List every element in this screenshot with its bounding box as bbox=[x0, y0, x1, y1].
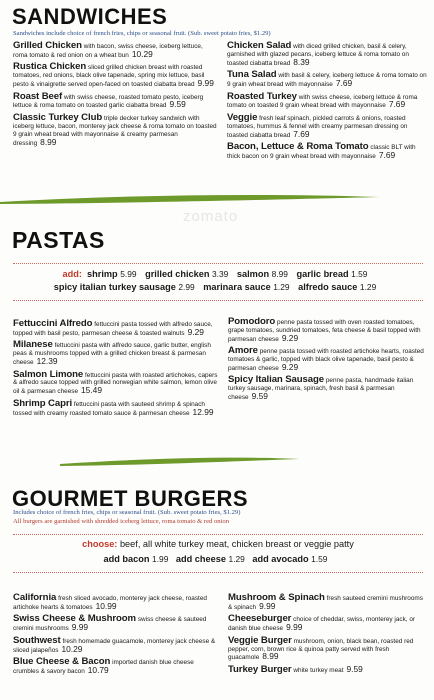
item-desc: fettuccini pasta with sauteed shrimp & spinach tossed with creamy roasted tomato sauce & parmesan cheese bbox=[13, 400, 205, 417]
watermark: zomato bbox=[183, 208, 239, 225]
item-desc: fettuccini pasta with alfredo sauce, garlic butter, english peas & mushrooms topped with a grilled chicken breast & parmesan cheese bbox=[13, 342, 211, 367]
burgers-note-1: Includes choice of french fries, chips or seasonal fruit. (Sub. sweet potato fries, $1.29) bbox=[13, 509, 241, 516]
item-name: Shrimp Capri bbox=[13, 397, 73, 409]
item-name: Amore bbox=[228, 345, 258, 357]
item-price: 7.69 bbox=[388, 99, 406, 110]
item-price: 9.59 bbox=[346, 663, 363, 674]
addon-price: 1.59 bbox=[311, 554, 328, 564]
item-price: 10.79 bbox=[87, 664, 109, 675]
addons-row bbox=[13, 553, 423, 566]
green-swoosh-divider bbox=[0, 193, 434, 207]
menu-item bbox=[13, 615, 219, 633]
menu-item bbox=[13, 42, 217, 60]
menu-item bbox=[13, 341, 219, 367]
pasta-addons bbox=[13, 268, 423, 294]
item-desc: with diced grilled chicken, basil & celery, garnished with glazed pecans, iceberg lettuce & roma tomato on toasted ciabatta bread bbox=[227, 43, 409, 67]
add-label: add: bbox=[62, 269, 82, 279]
item-desc: penne pasta tossed with oven roasted tomatoes, grape tomatoes, sundried tomatoes, feta cheese & basil topped with parmesan cheese bbox=[228, 319, 421, 343]
item-price: 10.29 bbox=[61, 643, 83, 654]
menu-item bbox=[227, 42, 427, 68]
item-name: Milanese bbox=[13, 339, 53, 351]
item-name: Roasted Turkey bbox=[227, 90, 297, 102]
item-name: Pomodoro bbox=[228, 316, 276, 327]
green-swoosh-divider bbox=[0, 456, 434, 470]
menu-item bbox=[13, 634, 219, 655]
addons-row bbox=[13, 281, 423, 294]
item-desc: mushroom, onion, black bean, roasted red pepper, corn, brown rice & quinoa patty served with fresh guacamole bbox=[228, 637, 414, 662]
addon-price: 1.29 bbox=[273, 282, 290, 292]
dotted-divider bbox=[13, 300, 423, 301]
item-name: Veggie bbox=[227, 111, 258, 123]
addon-price: 5.99 bbox=[120, 269, 137, 279]
burgers-right-column bbox=[228, 594, 428, 678]
burgers-title: GOURMET BURGERS bbox=[12, 486, 249, 511]
item-name: Turkey Burger bbox=[228, 663, 292, 675]
item-desc: fettuccini pasta with roasted artichokes, capers & alfredo sauce topped with grilled norwegian white salmon, lemon olive oil & parmesan cheese bbox=[13, 371, 218, 396]
menu-item bbox=[228, 615, 428, 633]
item-desc: with bacon, swiss cheese, iceberg lettuce, roma tomato & red onion on a wheat bun bbox=[13, 43, 203, 59]
item-name: Cheeseburger bbox=[228, 613, 292, 625]
item-price: 9.59 bbox=[251, 391, 268, 402]
item-desc: triple decker turkey sandwich with iceberg lettuce, bacon, monterey jack cheese & roma tomato on toasted 9 grain wheat bread with mayonnaise & creamy parmesan dressing bbox=[13, 114, 217, 147]
choose-row bbox=[13, 538, 423, 551]
item-price: 10.99 bbox=[95, 600, 117, 611]
item-name: Roast Beef bbox=[13, 90, 63, 102]
addon-name: grilled chicken bbox=[145, 269, 210, 279]
item-price: 7.69 bbox=[378, 149, 396, 160]
menu-item bbox=[13, 111, 217, 148]
item-desc: classic BLT with thick bacon on 9 grain wheat bread with mayonnaise bbox=[227, 144, 416, 160]
item-name: Southwest bbox=[13, 634, 61, 646]
item-desc: penne pasta, handmade italian turkey sausage, marinara, spinach, fresh basil & parmesan cheese bbox=[228, 377, 414, 402]
addon-price: 8.99 bbox=[271, 269, 288, 279]
item-desc: swiss cheese & sauteed cremini mushrooms bbox=[13, 616, 207, 633]
item-desc: with swiss cheese, roasted tomato pesto, iceberg lettuce & roma tomato on toasted garlic ciabatta bread bbox=[13, 93, 204, 110]
item-price: 9.59 bbox=[169, 99, 186, 110]
addon-price: 3.39 bbox=[212, 269, 229, 279]
addon-name: add cheese bbox=[175, 554, 226, 564]
pastas-title: PASTAS bbox=[12, 227, 105, 253]
menu-item bbox=[13, 90, 217, 111]
item-name: Bacon, Lettuce & Roma Tomato bbox=[227, 141, 369, 153]
choose-text: beef, all white turkey meat, chicken breast or veggie patty bbox=[119, 539, 354, 549]
item-price: 9.29 bbox=[281, 332, 299, 343]
burger-choose bbox=[13, 538, 423, 566]
addon-name: salmon bbox=[236, 269, 270, 279]
item-price: 9.99 bbox=[286, 622, 303, 633]
item-desc: fettuccini pasta tossed with alfredo sauce, topped with basil pesto, parmesan cheese & toasted walnuts bbox=[13, 321, 213, 337]
item-price: 15.49 bbox=[81, 385, 102, 396]
item-name: Rustica Chicken bbox=[13, 61, 87, 73]
item-name: Fettuccini Alfredo bbox=[13, 318, 93, 329]
item-name: Chicken Salad bbox=[227, 40, 292, 51]
sandwiches-note: Sandwiches include choice of french fries, chips or seasonal fruit. (Sub. sweet potato fries, $1.29) bbox=[13, 30, 271, 37]
item-price: 9.99 bbox=[259, 600, 276, 611]
item-price: 9.29 bbox=[281, 362, 299, 373]
pastas-left-column bbox=[13, 320, 219, 421]
item-desc: fresh homemade guacamole, monterey jack cheese & sliced jalapeños bbox=[13, 637, 216, 654]
item-desc: imported danish blue cheese crumbles & savory bacon bbox=[13, 658, 194, 675]
item-desc: fresh leaf spinach, pickled carrots & onions, roasted tomatoes, hummus & fennel with creamy parmesan dressing on toasted ciabatta bread bbox=[227, 114, 408, 139]
menu-item bbox=[228, 634, 428, 663]
addon-name: marinara sauce bbox=[203, 282, 271, 292]
addon-price: 1.59 bbox=[351, 269, 368, 279]
menu-item bbox=[13, 63, 217, 89]
item-desc: fresh sliced avocado, monterey jack cheese, roasted artichoke hearts & tomatoes bbox=[13, 595, 207, 611]
addon-name: garlic bread bbox=[296, 269, 349, 279]
item-price: 8.39 bbox=[293, 56, 310, 67]
item-desc: penne pasta tossed with roasted artichoke hearts, roasted tomatoes & garlic, topped with black olive tapenade, basil pesto & parmesan cheese bbox=[228, 348, 424, 373]
addon-name: add avocado bbox=[252, 554, 309, 564]
item-name: Spicy Italian Sausage bbox=[228, 374, 325, 386]
dotted-divider bbox=[13, 572, 423, 573]
item-desc: with swiss cheese, iceberg lettuce & roma tomato on toasted 9 grain wheat bread with mayonnaise bbox=[227, 93, 418, 110]
menu-item bbox=[13, 594, 219, 612]
addon-price: 1.29 bbox=[359, 282, 377, 292]
menu-item bbox=[228, 347, 428, 373]
menu-item bbox=[227, 111, 427, 140]
item-price: 12.99 bbox=[192, 406, 214, 417]
item-price: 8.99 bbox=[40, 136, 57, 147]
addon-name: shrimp bbox=[87, 269, 118, 279]
addon-price: 1.99 bbox=[152, 554, 169, 564]
item-price: 9.99 bbox=[197, 78, 214, 89]
dotted-divider bbox=[13, 263, 423, 264]
sandwiches-title: SANDWICHES bbox=[12, 4, 168, 29]
menu-item bbox=[13, 368, 219, 397]
item-price: 8.99 bbox=[262, 651, 279, 662]
choose-label: choose: bbox=[82, 539, 118, 549]
menu-item bbox=[13, 397, 219, 418]
burgers-left-column bbox=[13, 594, 219, 679]
addon-price: 1.29 bbox=[228, 554, 245, 564]
item-desc: fresh sauteed cremini mushrooms & spinach bbox=[228, 595, 423, 611]
sandwiches-right-column bbox=[227, 42, 427, 164]
item-desc: sliced grilled chicken breast with roasted tomatoes, red onions, black olive tapenade, spring mix lettuce, basil pesto & vinaigrette served open-faced on toasted ciabatta bread bbox=[13, 64, 205, 89]
addon-name: spicy italian turkey sausage bbox=[53, 282, 176, 292]
menu-item bbox=[228, 594, 428, 612]
item-price: 9.29 bbox=[187, 326, 204, 337]
dotted-divider bbox=[13, 534, 423, 535]
burgers-note-2: All burgers are garnished with shredded iceberg lettuce, roma tomato & red onion bbox=[13, 518, 230, 525]
item-desc: choice of cheddar, swiss, monterey jack, or danish blue cheese bbox=[228, 616, 416, 633]
addons-row bbox=[13, 268, 423, 281]
sandwiches-left-column bbox=[13, 42, 217, 151]
item-name: Grilled Chicken bbox=[13, 40, 82, 51]
item-price: 9.99 bbox=[71, 622, 89, 633]
item-name: Classic Turkey Club bbox=[13, 111, 103, 123]
item-price: 7.69 bbox=[293, 128, 310, 139]
menu-item bbox=[227, 71, 427, 89]
item-name: Salmon Limone bbox=[13, 368, 84, 380]
item-name: Veggie Burger bbox=[228, 634, 292, 646]
item-name: Tuna Salad bbox=[227, 69, 277, 81]
menu-item bbox=[13, 655, 219, 676]
item-price: 12.39 bbox=[36, 356, 58, 367]
item-name: Swiss Cheese & Mushroom bbox=[13, 613, 136, 625]
pastas-right-column bbox=[228, 318, 428, 406]
menu-item bbox=[227, 143, 427, 161]
menu-item bbox=[227, 90, 427, 111]
menu-item bbox=[228, 318, 428, 344]
addon-name: add bacon bbox=[103, 554, 150, 564]
item-desc: with basil & celery, iceberg lettuce & roma tomato on 9 grain wheat bread with mayonnaise bbox=[227, 72, 427, 89]
item-name: California bbox=[13, 592, 57, 603]
menu-item bbox=[228, 376, 428, 402]
item-price: 10.29 bbox=[131, 48, 153, 59]
addon-name: alfredo sauce bbox=[298, 282, 358, 292]
item-name: Blue Cheese & Bacon bbox=[13, 655, 111, 667]
menu-item bbox=[13, 320, 219, 338]
item-price: 7.69 bbox=[335, 78, 353, 89]
item-desc: white turkey meat bbox=[293, 666, 344, 674]
item-name: Mushroom & Spinach bbox=[228, 592, 325, 603]
menu-item bbox=[228, 663, 428, 675]
addon-price: 2.99 bbox=[178, 282, 195, 292]
